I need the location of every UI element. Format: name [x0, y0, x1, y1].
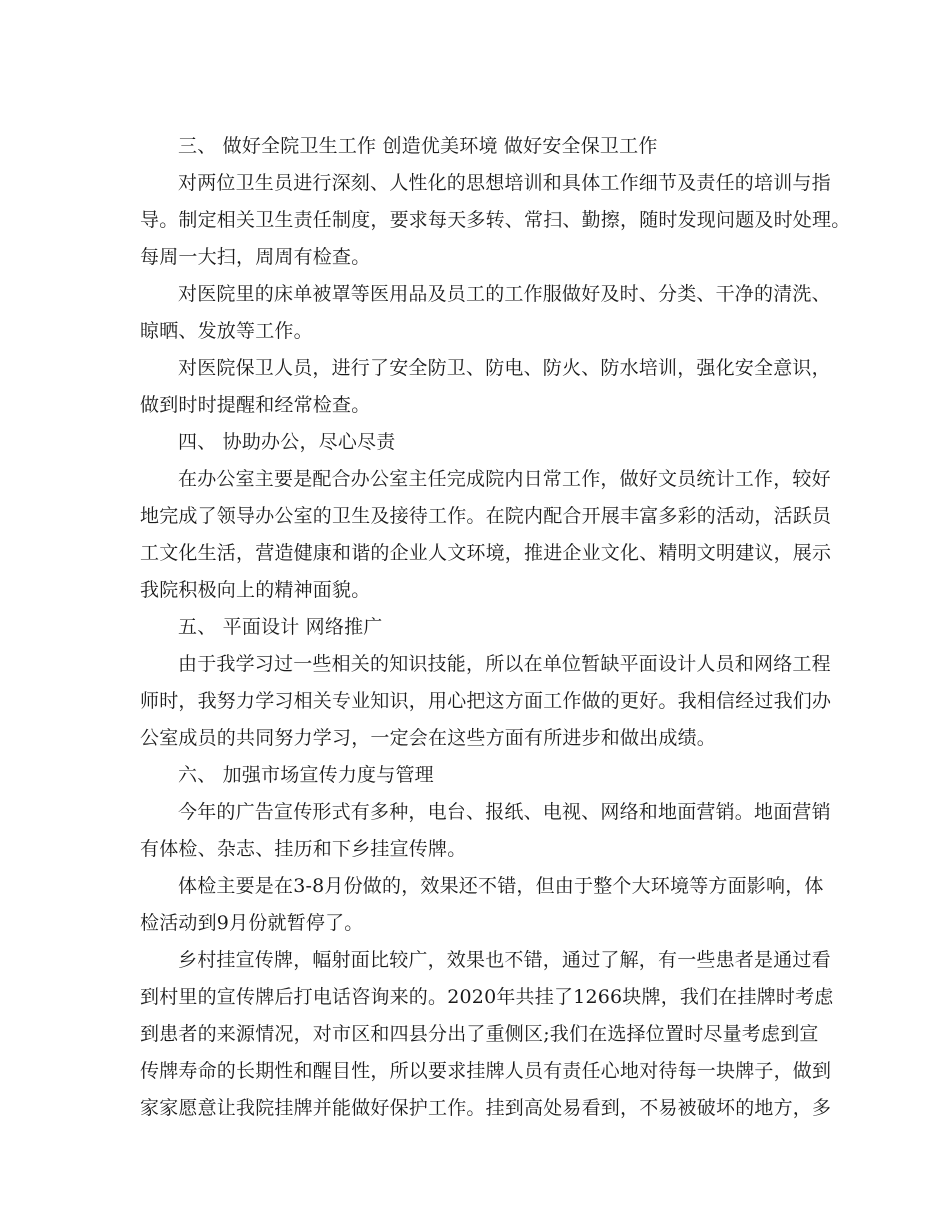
paragraph-line: 导。制定相关卫生责任制度，要求每天多转、常扫、勤擦，随时发现问题及时处理。	[140, 209, 851, 231]
paragraph-line: 有体检、杂志、挂历和下乡挂宣传牌。	[140, 838, 467, 860]
paragraph-line: 地完成了领导办公室的卫生及接待工作。在院内配合开展丰富多彩的活动，活跃员	[140, 505, 832, 527]
paragraph-line: 乡村挂宣传牌，幅射面比较广，效果也不错，通过了解，有一些患者是通过看	[178, 949, 831, 971]
paragraph-line: 检活动到9月份就暂停了。	[140, 912, 364, 934]
paragraph-line: 工文化生活，营造健康和谐的企业人文环境，推进企业文化、精明文明建议，展示	[140, 542, 832, 564]
paragraph-line: 对医院里的床单被罩等医用品及员工的工作服做好及时、分类、干净的清洗、	[178, 283, 831, 305]
section-heading: 三、 做好全院卫生工作 创造优美环境 做好安全保卫工作	[178, 135, 658, 157]
paragraph-line: 我院积极向上的精神面貌。	[140, 579, 371, 601]
paragraph-line: 在办公室主要是配合办公室主任完成院内日常工作，做好文员统计工作，较好	[178, 468, 831, 490]
section-heading: 六、 加强市场宣传力度与管理	[178, 764, 434, 786]
section-heading: 五、 平面设计 网络推广	[178, 616, 383, 638]
paragraph-line: 家家愿意让我院挂牌并能做好保护工作。挂到高处易看到，不易被破坏的地方，多	[140, 1097, 832, 1119]
document-page	[140, 128, 851, 1127]
paragraph-line: 师时，我努力学习相关专业知识，用心把这方面工作做的更好。我相信经过我们办	[140, 690, 832, 712]
paragraph-line: 晾晒、发放等工作。	[140, 320, 313, 342]
paragraph-line: 由于我学习过一些相关的知识技能，所以在单位暂缺平面设计人员和网络工程	[178, 653, 831, 675]
paragraph-line: 体检主要是在3-8月份做的，效果还不错，但由于整个大环境等方面影响，体	[178, 875, 824, 897]
paragraph-line: 对两位卫生员进行深刻、人性化的思想培训和具体工作细节及责任的培训与指	[178, 172, 831, 194]
paragraph-line: 对医院保卫人员，进行了安全防卫、防电、防火、防水培训，强化安全意识，	[178, 357, 831, 379]
paragraph-line: 公室成员的共同努力学习，一定会在这些方面有所进步和做出成绩。	[140, 727, 717, 749]
paragraph-line: 到村里的宣传牌后打电话咨询来的。2020年共挂了1266块牌，我们在挂牌时考虑	[140, 986, 834, 1008]
paragraph-line: 每周一大扫，周周有检查。	[140, 246, 371, 268]
section-heading: 四、 协助办公，尽心尽责	[178, 431, 396, 453]
paragraph-line: 传牌寿命的长期性和醒目性，所以要求挂牌人员有责任心地对待每一块牌子，做到	[140, 1060, 832, 1082]
paragraph-line: 做到时时提醒和经常检查。	[140, 394, 371, 416]
paragraph-line: 到患者的来源情况，对市区和四县分出了重侧区;我们在选择位置时尽量考虑到宣	[140, 1023, 819, 1045]
paragraph-line: 今年的广告宣传形式有多种，电台、报纸、电视、网络和地面营销。地面营销	[178, 801, 831, 823]
